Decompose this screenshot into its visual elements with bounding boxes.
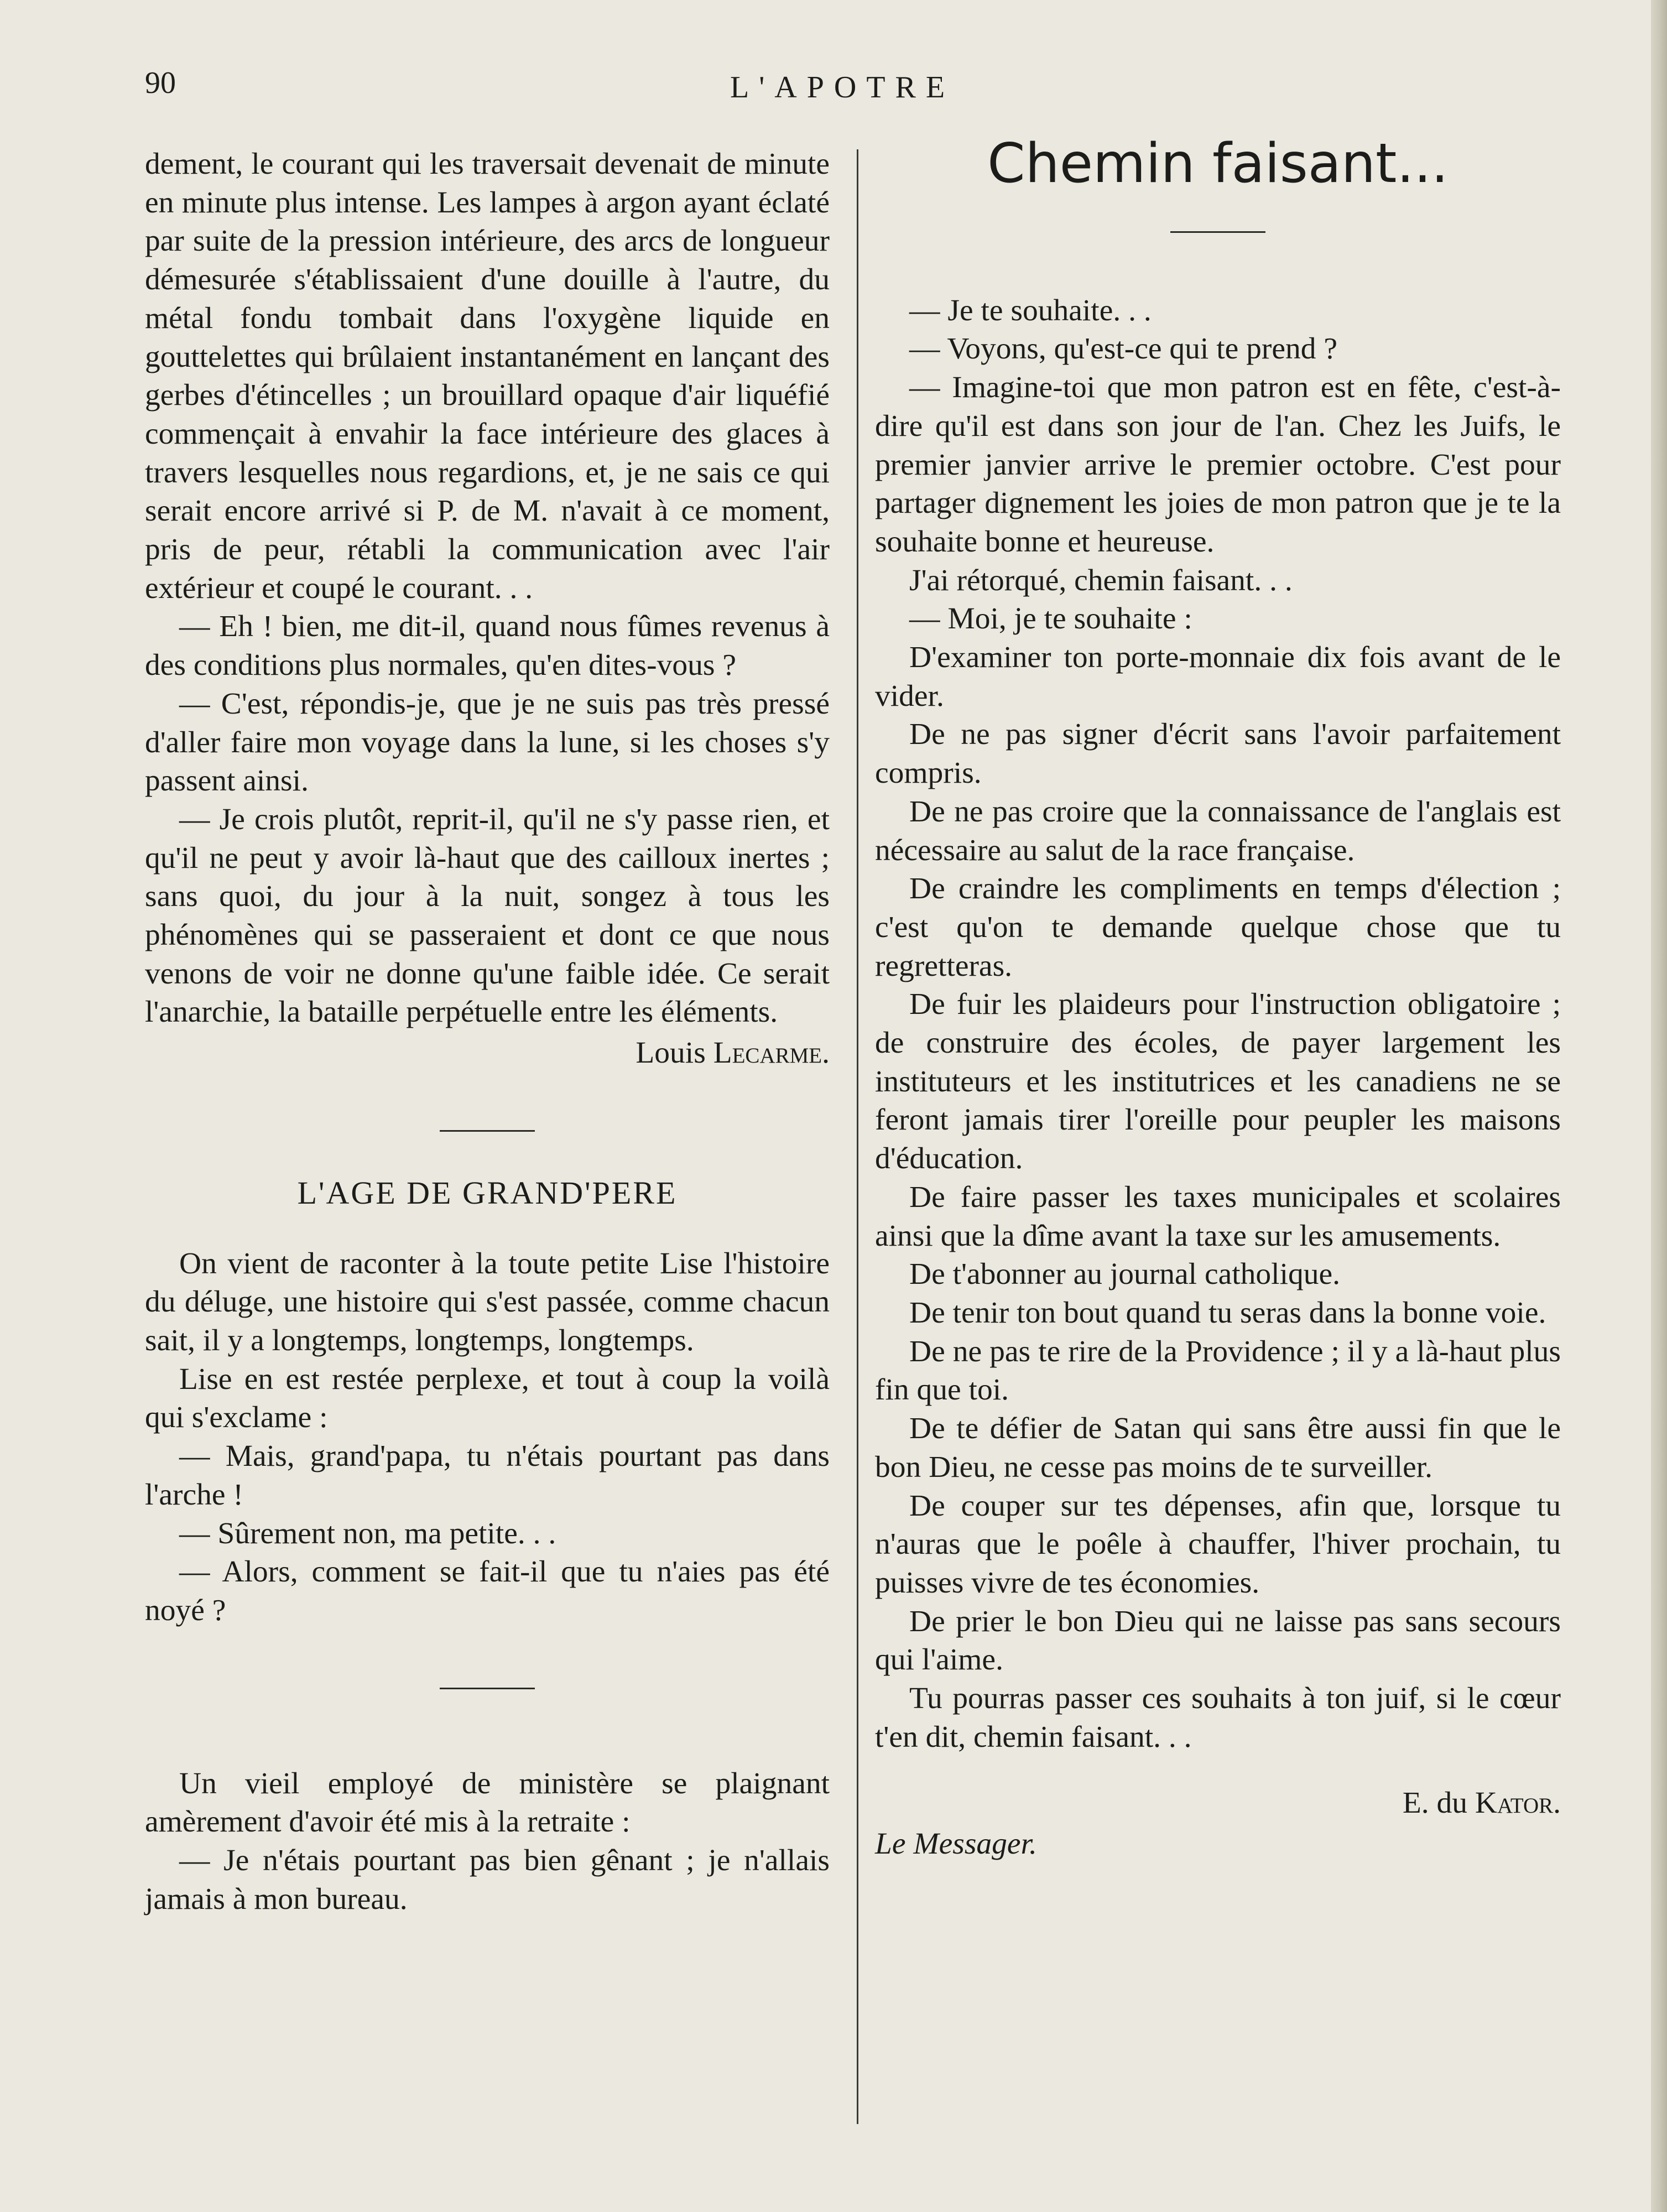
author-last-name: Kator. — [1475, 1786, 1561, 1820]
article-paragraph: De prier le bon Dieu qui ne laisse pas sans secours qui l'aime. — [875, 1604, 1561, 1677]
title-separator — [1170, 231, 1265, 233]
article-paragraph: De craindre les compliments en temps d'élection ; c'est qu'on te demande quelque chose que tu regretteras. — [875, 872, 1561, 983]
article-continuation: dement, le courant qui les traversait devenait de minute en minute plus intense. Les lampes à argon ayant éclaté par suite de la pression intérieure, des arcs de longueur démesurée s'établissaient d'une douille à l'autre, du métal fondu tombait dans l'oxygène liquide en gouttelettes qui brûlaient instantanément en lançant des gerbes d'étincelles ; un brouillard opaque d'air liquéfié commençait à envahir la face intérieure des glaces à travers lesquelles nous regardions, et, je ne sais ce qui serait encore arrivé si P. de M. n'avait à ce moment, pris de peur, rétabli la communication avec l'air extérieur et coupé le courant. . . — [145, 147, 830, 605]
anecdote-paragraph: — Alors, comment se fait-il que tu n'aies pas été noyé ? — [145, 1555, 830, 1627]
page-edge — [1651, 0, 1667, 2212]
article-body — [875, 292, 1561, 1757]
author-first-name: E. du — [1402, 1786, 1475, 1820]
dialogue-paragraph: — Eh ! bien, me dit-il, quand nous fûmes revenus à des conditions plus normales, qu'en dites-vous ? — [145, 610, 830, 683]
anecdote-paragraph: Lise en est restée perplexe, et tout à coup la voilà qui s'exclame : — [145, 1362, 830, 1435]
page-number: 90 — [145, 66, 176, 100]
article-paragraph: De ne pas signer d'écrit sans l'avoir parfaitement compris. — [875, 717, 1561, 790]
article-paragraph: D'examiner ton porte-monnaie dix fois avant de le vider. — [875, 641, 1561, 713]
anecdote-paragraph: — Mais, grand'papa, tu n'étais pourtant pas dans l'arche ! — [145, 1439, 830, 1512]
anecdote-paragraph: — Sûrement non, ma petite. . . — [179, 1516, 556, 1550]
anecdote-paragraph: On vient de raconter à la toute petite Lise l'histoire du déluge, une histoire qui s'est passée, comme chacun sait, il y a longtemps, longtemps, longtemps. — [145, 1246, 830, 1357]
anecdote-paragraph: Un vieil employé de ministère se plaignant amèrement d'avoir été mis à la retraite : — [145, 1766, 830, 1839]
section-separator — [440, 1688, 535, 1689]
article-paragraph: De ne pas croire que la connaissance de l'anglais est nécessaire au salut de la race française. — [875, 794, 1561, 867]
right-column — [875, 132, 1561, 1864]
article-paragraph: De te défier de Satan qui sans être aussi fin que le bon Dieu, ne cesse pas moins de te surveiller. — [875, 1412, 1561, 1484]
author-last-name: Lecarme. — [713, 1036, 830, 1070]
article-paragraph: — Je te souhaite. . . — [909, 293, 1152, 327]
section-title: L'AGE DE GRAND'PERE — [297, 1174, 678, 1211]
article-paragraph: De couper sur tes dépenses, afin que, lorsque tu n'auras que le poêle à chauffer, l'hiver prochain, tu puisses vivre de tes économies. — [875, 1488, 1561, 1600]
left-column — [145, 145, 830, 1918]
source-credit: Le Messager. — [875, 1827, 1037, 1861]
article-paragraph: De fuir les plaideurs pour l'instruction obligatoire ; de construire des écoles, de payer largement les instituteurs et les institutrices et les canadiens ne se feront jamais tirer l'oreille pour peupler les maisons d'éducation. — [875, 987, 1561, 1176]
column-divider — [857, 149, 858, 2124]
author-signature — [145, 1034, 830, 1073]
author-first-name: Louis — [635, 1036, 713, 1070]
anecdote-paragraph: — Je n'étais pourtant pas bien gênant ; je n'allais jamais à mon bureau. — [145, 1844, 830, 1916]
article-paragraph: J'ai rétorqué, chemin faisant. . . — [909, 563, 1293, 597]
anecdote-grand-pere — [145, 1245, 830, 1630]
section-separator — [440, 1130, 535, 1132]
article-paragraph: De faire passer les taxes municipales et scolaires ainsi que la dîme avant la taxe sur les amusements. — [875, 1180, 1561, 1253]
dialogue-paragraph: — Je crois plutôt, reprit-il, qu'il ne s'y passe rien, et qu'il ne peut y avoir là-haut que des cailloux inertes ; sans quoi, du jour à la nuit, songez à tous les phénomènes qui se passeraient et dont ce que nous venons de voir ne donne qu'une faible idée. Ce serait l'anarchie, la bataille perpétuelle entre les éléments. — [145, 802, 830, 1029]
article-paragraph: — Moi, je te souhaite : — [909, 602, 1192, 636]
article-paragraph: Tu pourras passer ces souhaits à ton juif, si le cœur t'en dit, chemin faisant. . . — [875, 1682, 1561, 1754]
anecdote-employe — [145, 1765, 830, 1919]
article-paragraph: — Voyons, qu'est-ce qui te prend ? — [909, 332, 1338, 366]
article-paragraph: De t'abonner au journal catholique. — [909, 1257, 1341, 1292]
article-paragraph: — Imagine-toi que mon patron est en fête, c'est-à-dire qu'il est dans son jour de l'an. Chez les Juifs, le premier janvier arrive le premier octobre. C'est pour partager dignement les joies de mon patron que je te la souhaite bonne et heureuse. — [875, 371, 1561, 559]
article-paragraph: De tenir ton bout quand tu seras dans la bonne voie. — [909, 1295, 1546, 1330]
dialogue-paragraph: — C'est, répondis-je, que je ne suis pas très pressé d'aller faire mon voyage dans la lune, si les choses s'y passent ainsi. — [145, 686, 830, 798]
page-header — [0, 65, 1651, 115]
author-signature — [875, 1784, 1561, 1823]
running-title: L'APOTRE — [730, 70, 955, 105]
article-paragraph: De ne pas te rire de la Providence ; il y a là-haut plus fin que toi. — [875, 1334, 1561, 1407]
article-title: Chemin faisant... — [987, 132, 1449, 195]
